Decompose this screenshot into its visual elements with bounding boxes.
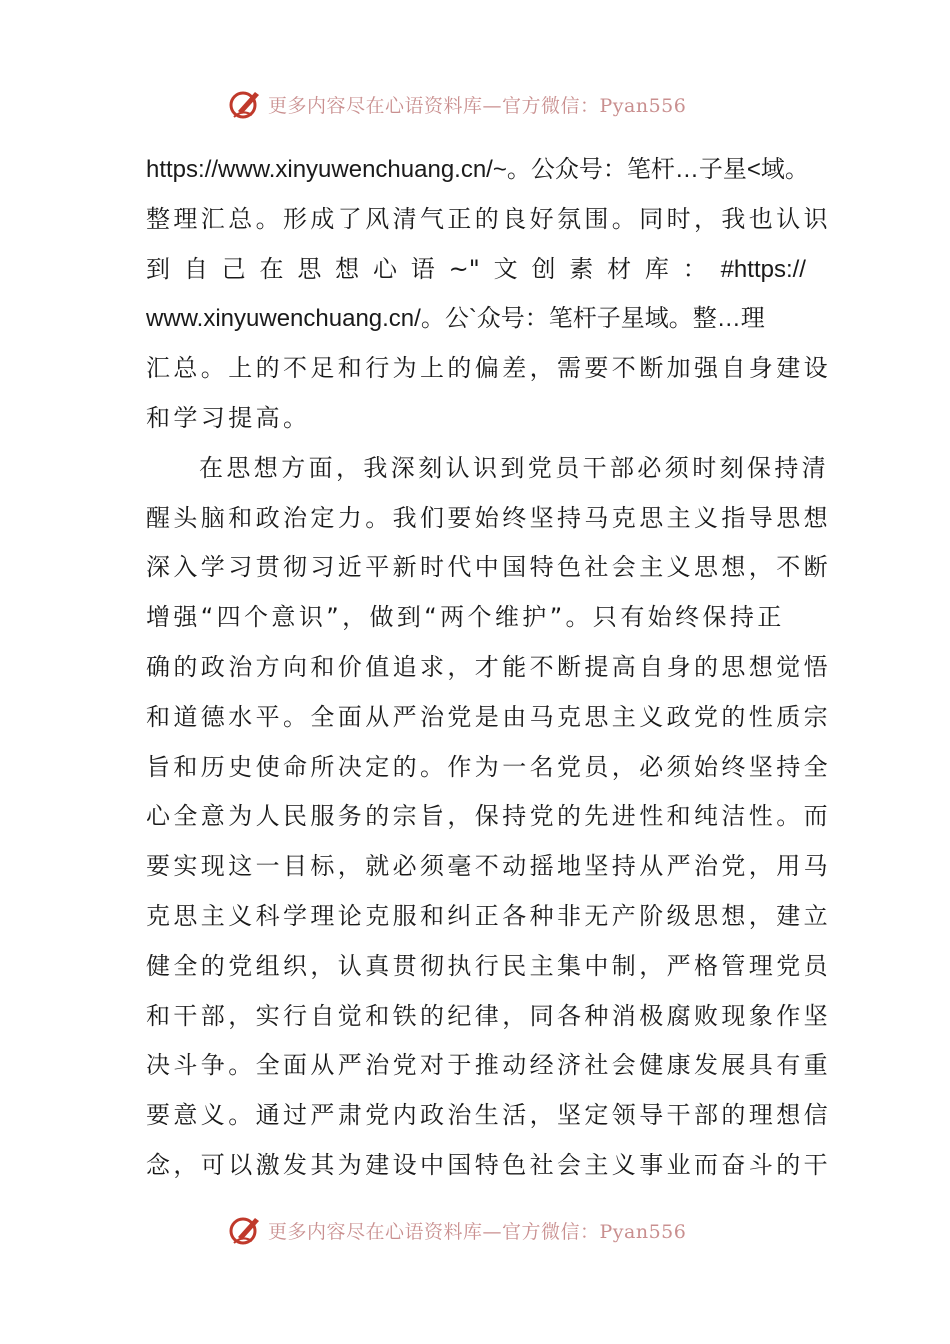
- body-char: 材: [607, 254, 632, 283]
- body-line: 健全的党组织，认真贯彻执行民主集中制，严格管理党员: [146, 951, 831, 980]
- body-line: 要意义。通过严肃党内政治生活，坚定领导干部的理想信: [146, 1101, 831, 1130]
- footer-banner: [228, 1210, 748, 1250]
- body-char: 在: [259, 254, 284, 283]
- document-body: [146, 145, 831, 1191]
- body-line-justified: [146, 245, 806, 295]
- header-banner-text: 更多内容尽在心语资料库—官方微信：Pyan556: [268, 94, 687, 117]
- body-line: 要实现这一目标，就必须毫不动摇地坚持从严治党，用马: [146, 852, 831, 881]
- body-line: 汇总。上的不足和行为上的偏差，需要不断加强自身建设: [146, 354, 831, 383]
- body-char: 到: [146, 254, 170, 283]
- body-line: 和学习提高。: [146, 403, 311, 432]
- paragraph-first-line: 在思想方面，我深刻认识到党员干部必须时刻保持清: [199, 453, 830, 482]
- body-line: 和干部，实行自觉和铁的纪律，同各种消极腐败现象作坚: [146, 1001, 831, 1030]
- pen-logo-icon: [228, 87, 262, 121]
- body-line: 整理汇总。形成了风清气正的良好氛围。同时，我也认识: [146, 204, 831, 233]
- body-line: 确的政治方向和价值追求，才能不断提高自身的思想觉悟: [146, 652, 831, 681]
- body-char: 创: [531, 254, 556, 283]
- body-char: 想: [335, 254, 360, 283]
- body-char: ：: [682, 254, 707, 283]
- body-line: 克思主义科学理论克服和纠正各种非无产阶级思想，建立: [146, 901, 831, 930]
- body-char: 己: [221, 254, 246, 283]
- body-char: ~": [448, 254, 480, 283]
- body-line: 念，可以激发其为建设中国特色社会主义事业而奋斗的干: [146, 1150, 831, 1179]
- body-char: 心: [372, 254, 397, 283]
- body-line: 醒头脑和政治定力。我们要始终坚持马克思主义指导思想: [146, 503, 831, 532]
- body-line: 和道德水平。全面从严治党是由马克思主义政党的性质宗: [146, 702, 831, 731]
- pen-logo-icon: [228, 1213, 262, 1247]
- body-line: 增强“四个意识”，做到“两个维护”。只有始终保持正: [146, 603, 785, 632]
- body-char: 语: [410, 254, 435, 283]
- body-line: 旨和历史使命所决定的。作为一名党员，必须始终坚持全: [146, 752, 831, 781]
- body-char: 库: [644, 254, 669, 283]
- body-line: 深入学习贯彻习近平新时代中国特色社会主义思想，不断: [146, 553, 831, 582]
- body-char: 文: [493, 254, 518, 283]
- footer-banner-text: 更多内容尽在心语资料库—官方微信：Pyan556: [268, 1220, 687, 1243]
- body-line: www.xinyuwenchuang.cn/。公`众号：笔杆子星域。整…理: [146, 305, 765, 333]
- body-url-fragment: #https://: [720, 255, 806, 283]
- body-char: 素: [569, 254, 594, 283]
- body-line: https://www.xinyuwenchuang.cn/~。公众号：笔杆…子星<域。: [146, 156, 809, 183]
- body-line: 决斗争。全面从严治党对于推动经济社会健康发展具有重: [146, 1051, 831, 1080]
- body-char: 自: [183, 254, 208, 283]
- body-line: 心全意为人民服务的宗旨，保持党的先进性和纯洁性。而: [146, 802, 831, 831]
- body-char: 思: [297, 254, 322, 283]
- header-banner: [228, 84, 748, 124]
